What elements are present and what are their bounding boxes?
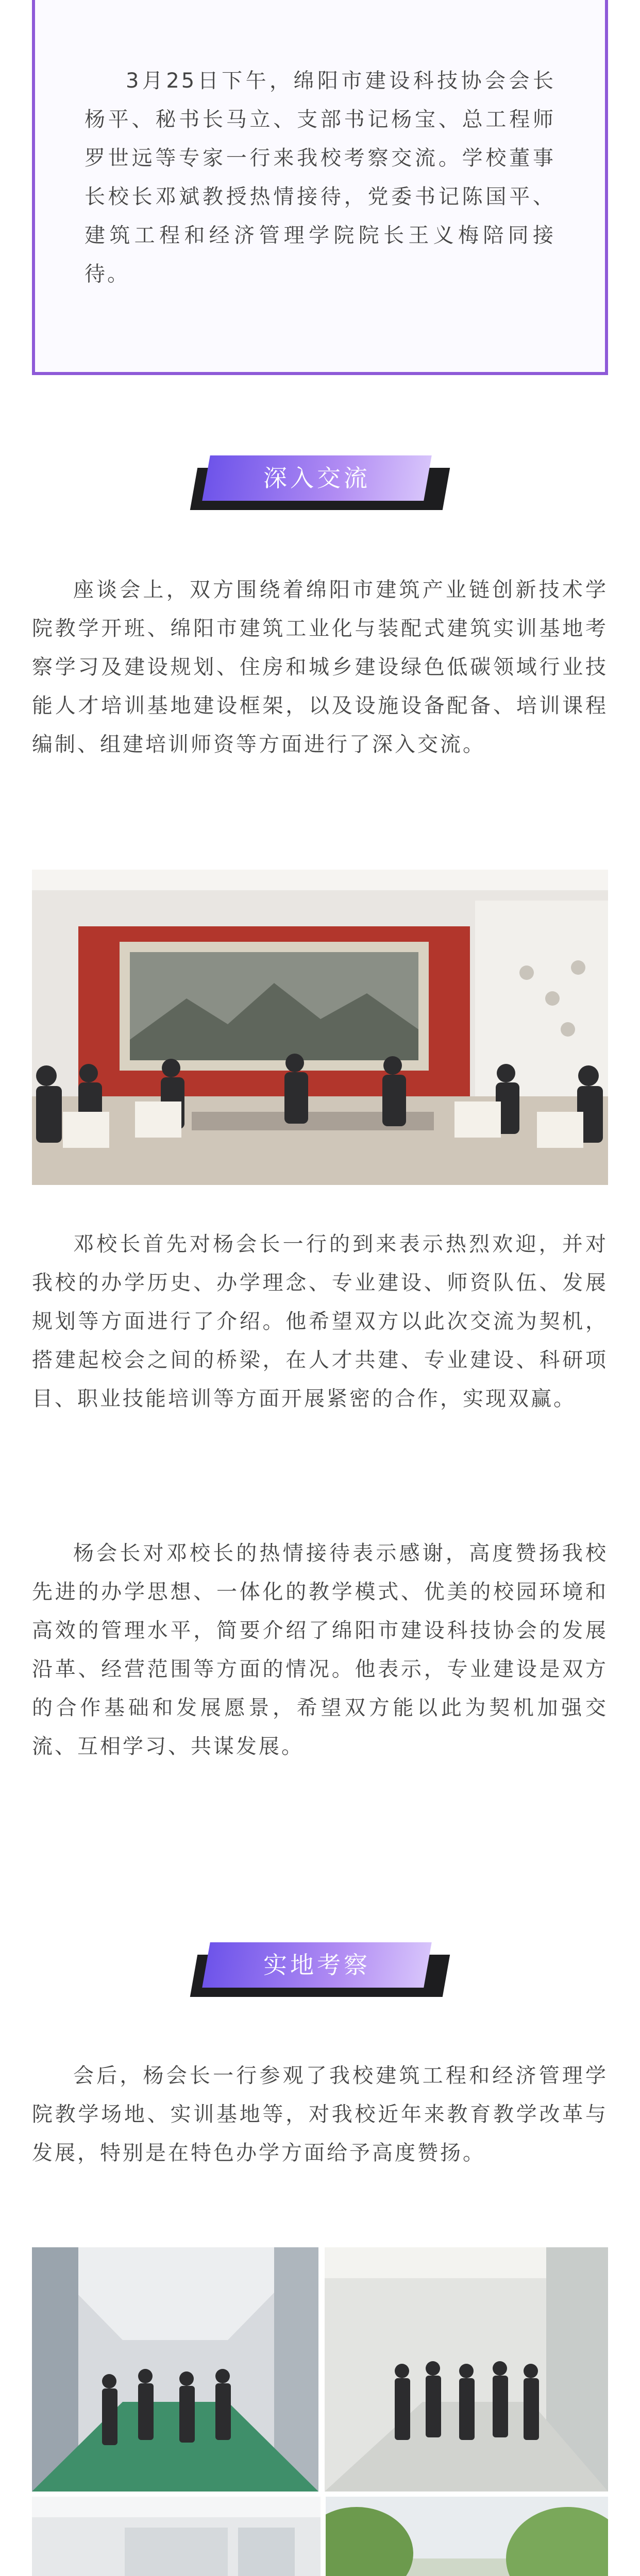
campus-road-photo	[326, 2497, 608, 2576]
meeting-room-photo	[32, 870, 608, 1185]
exchange-paragraph-1: 座谈会上，双方围绕着绵阳市建筑产业链创新技术学院教学开班、绵阳市建筑工业化与装配式建筑实训基地考察学习及建设规划、住房和城乡建设绿色低碳领域行业技能人才培训基地建设框架，以及设施设备配备、培训课程编制、组建培训师资等方面进行了深入交流。	[32, 578, 608, 756]
corridor-photo-left	[32, 2247, 318, 2492]
training-room-photo	[32, 2497, 321, 2576]
section-title-visit: 实地考察	[263, 1951, 370, 1979]
intro-paragraph: 3月25日下午，绵阳市建设科技协会会长杨平、秘书长马立、支部书记杨宝、总工程师罗世远等专家一行来我校考察交流。学校董事长校长邓斌教授热情接待，党委书记陈国平、建筑工程和经济管理学院院长王义梅陪同接待。	[85, 69, 555, 286]
section-tag-exchange	[194, 452, 446, 514]
section-tag-visit	[194, 1939, 446, 2001]
visit-paragraph-1: 会后，杨会长一行参观了我校建筑工程和经济管理学院教学场地、实训基地等，对我校近年来教育教学改革与发展，特别是在特色办学方面给予高度赞扬。	[32, 2064, 608, 2165]
corridor-photo-right	[325, 2247, 608, 2492]
exchange-paragraph-2: 邓校长首先对杨会长一行的到来表示热烈欢迎，并对我校的办学历史、办学理念、专业建设、师资队伍、发展规划等方面进行了介绍。他希望双方以此次交流为契机，搭建起校会之间的桥梁，在人才共建、专业建设、科研项目、职业技能培训等方面开展紧密的合作，实现双赢。	[32, 1232, 608, 1411]
section-title-exchange: 深入交流	[263, 464, 370, 492]
intro-box	[32, 0, 608, 375]
exchange-paragraph-3: 杨会长对邓校长的热情接待表示感谢，高度赞扬我校先进的办学思想、一体化的教学模式、优美的校园环境和高效的管理水平，简要介绍了绵阳市建设科技协会的发展沿革、经营范围等方面的情况。他表示，专业建设是双方的合作基础和发展愿景，希望双方能以此为契机加强交流、互相学习、共谋发展。	[32, 1541, 608, 1758]
